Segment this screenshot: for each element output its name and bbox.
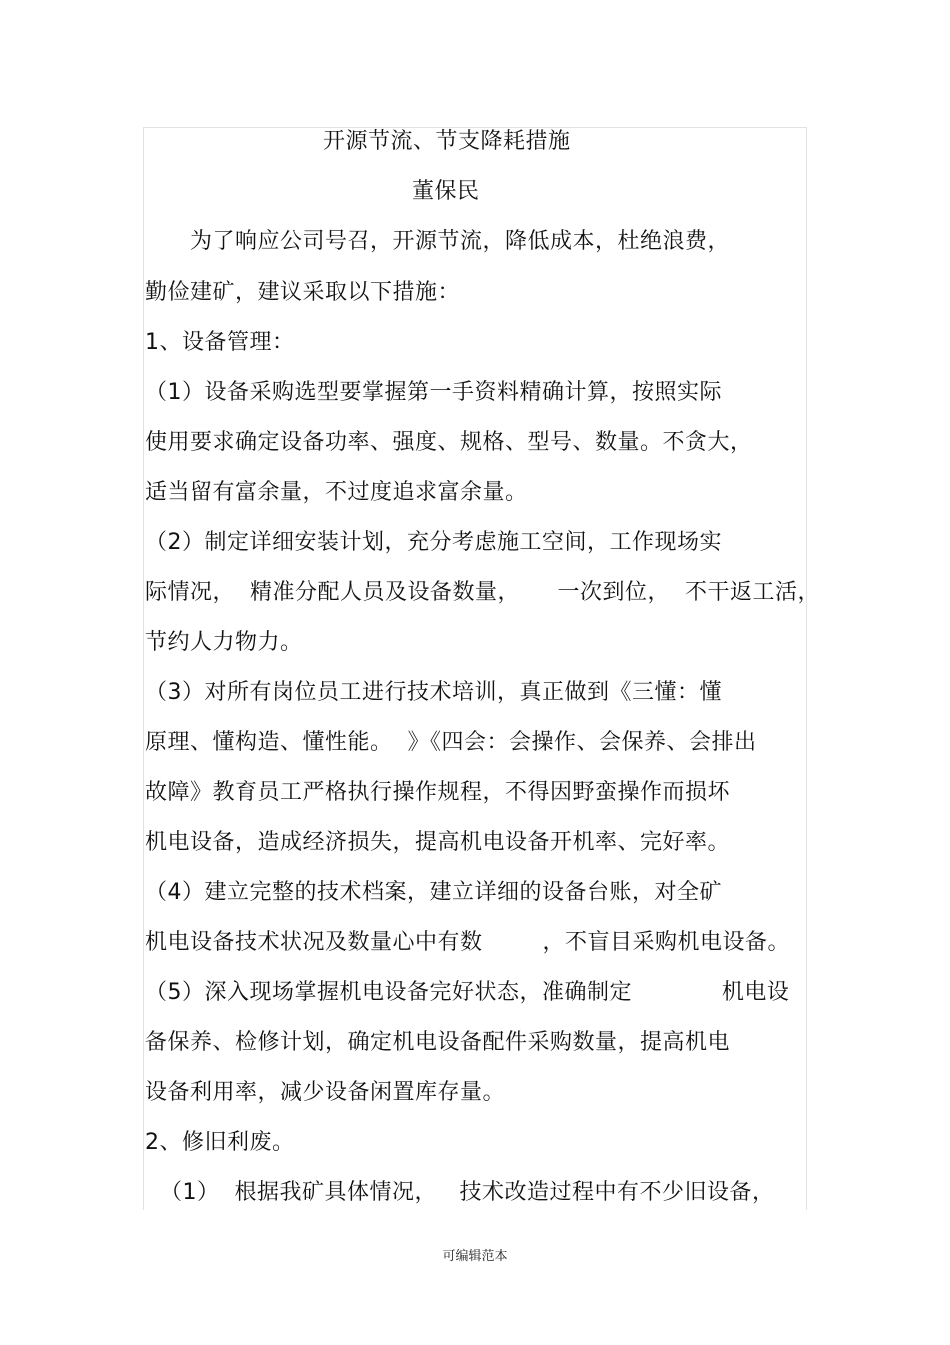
section-heading-1: 1、设备管理： (145, 330, 295, 355)
body-line-11: 原理、懂构造、懂性能。 》《四会：会操作、会保养、会排出 (145, 730, 757, 755)
body-line-5: 使用要求确定设备功率、强度、规格、型号、数量。不贪大， (145, 430, 753, 455)
body-line-2: 勤俭建矿，建议采取以下措施： (145, 280, 461, 305)
body-line-8: 际情况， 精准分配人员及设备数量， 一次到位， 不干返工活， (145, 580, 820, 605)
body-line-4: （1）设备采购选型要掌握第一手资料精确计算，按照实际 (145, 380, 722, 405)
body-line-20: （1） 根据我矿具体情况， 技术改造过程中有不少旧设备， (145, 1180, 775, 1205)
body-line-12: 故障》教育员工严格执行操作规程，不得因野蛮操作而损坏 (145, 780, 731, 805)
body-line-13: 机电设备，造成经济损失，提高机电设备开机率、完好率。 (145, 830, 731, 855)
body-line-14: （4）建立完整的技术档案，建立详细的设备台账，对全矿 (145, 880, 722, 905)
section-heading-2: 2、修旧利废。 (145, 1130, 295, 1155)
body-line-15: 机电设备技术状况及数量心中有数 ，不盲目采购机电设备。 (145, 930, 790, 955)
body-line-9: 节约人力物力。 (145, 630, 303, 655)
page-footer: 可编辑范本 (442, 1249, 508, 1264)
body-line-6: 适当留有富余量，不过度追求富余量。 (145, 480, 528, 505)
document-author: 董保民 (412, 179, 480, 204)
document-title: 开源节流、节支降耗措施 (323, 129, 571, 154)
body-line-18: 设备利用率，减少设备闲置库存量。 (145, 1080, 506, 1105)
body-line-17: 备保养、检修计划，确定机电设备配件采购数量，提高机电 (145, 1030, 731, 1055)
body-line-7: （2）制定详细安装计划，充分考虑施工空间，工作现场实 (145, 530, 722, 555)
body-line-1: 为了响应公司号召，开源节流，降低成本，杜绝浪费， (145, 229, 731, 254)
body-line-16: （5）深入现场掌握机电设备完好状态，准确制定 机电设 (145, 980, 790, 1005)
body-line-10: （3）对所有岗位员工进行技术培训，真正做到《三懂：懂 (145, 680, 722, 705)
